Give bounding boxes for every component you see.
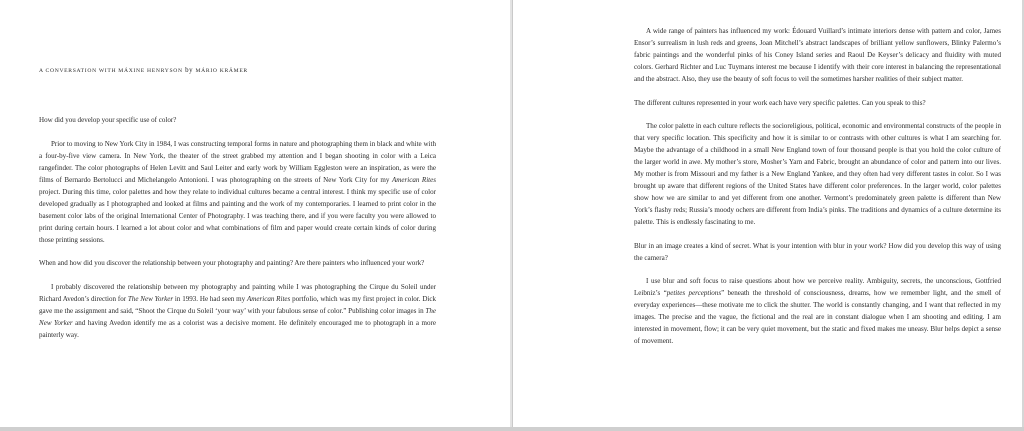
running-header (39, 67, 248, 74)
header-title: A CONVERSATION WITH MÁXINE HENRYSON (39, 68, 183, 74)
question-1: How did you develop your specific use of color? (39, 116, 177, 124)
header-by: by (185, 67, 194, 74)
answer-1: Prior to moving to New York City in 1984, I was constructing temporal forms in nature and photographing them in black and white with a four-by-five view camera. In New York, the theater of the street grabbed my attention and I began shooting in color with a Leica rangefinder. The color photographs of Helen Levitt and Saul Leiter and early work by William Eggleston were an inspiration, as were the films of Bernardo Bertolucci and Michelangelo Antonioni. I was photographing on the streets of New York City for my American Rites project. During this time, color palettes and how they relate to individual cultures became a central interest. I think my specific use of color developed gradually as I photographed and looked at films and painting and the work of my contemporaries. I learned to print color in the basement color labs of the original International Center of Photography. I was teaching there, and if you were faculty you were allowed to print during certain hours. I learned a lot about color and what combinations of film and paper would create certain kinds of color during those printing sessions. (39, 139, 436, 244)
title-american-rites: American Rites (246, 294, 291, 303)
question-2: When and how did you discover the relationship between your photography and painting? Are there painters who influenced your work? (39, 259, 425, 268)
phrase-petites-perceptions: petites perceptions (666, 289, 722, 298)
left-text-column (39, 114, 436, 341)
title-american-rites: American Rites (391, 175, 436, 184)
right-text-column (634, 25, 1001, 347)
header-author: MÁRIO KRÄMER (195, 68, 248, 74)
right-page (513, 0, 1022, 427)
left-page (0, 0, 510, 427)
question-4: Blur in an image creates a kind of secret. What is your intention with blur in your work? How did you develop this way of using the camera? (634, 241, 1001, 262)
answer-2: I probably discovered the relationship between my photography and painting while I was photographing the Cirque du Soleil under Richard Avedon’s direction for The New Yorker in 1993. He had seen my American Rites portfolio, which was my first project in color. Dick gave me the assignment and said, “Shoot the Cirque du Soleil ‘your way’ with your fabulous sense of color.” Publishing color images in The New Yorker and having Avedon identify me as a colorist was a decisive moment. He definitely encouraged me to photograph in a more painterly way. (39, 282, 437, 339)
question-3: The different cultures represented in your work each have very specific palettes. Can you speak to this? (634, 98, 926, 107)
answer-3: The color palette in each culture reflects the socioreligious, political, economic and environmental constructs of the people in that very specific location. This specificity and how it is similar to or contrasts with other cultures is what I am searching for. Maybe the advantage of a childhood in a small New England town of four thousand people is that you hold the color culture of the larger world in awe. My mother’s store, Mosher’s Yarn and Fabric, brought an abundance of color and pattern into our lives. My mother is from Missouri and my father is a New England Yankee, and they often had very different tastes in color. So I was brought up aware that different regions of the United States have different color preferences. In the larger world, color palettes show how we are similar to and yet different from one another. Vermont’s predominately green palette is different than New York’s flashy reds; Russia’s moody ochers are different from India’s pinks. The traditions and dynamics of a culture determine its palette. This is endlessly fascinating to me. (634, 122, 1001, 227)
page-bottom-edge (0, 427, 1024, 431)
answer-4: I use blur and soft focus to raise questions about how we perceive reality. Ambiguity, secrets, the unconscious, Gottfried Leibniz’s “petites perceptions” beneath the threshold of consciousness, dreams, how we remember light, and the smell of everyday experiences—these motivate me to click the shutter. The world is constantly changing, and I want that reflected in my images. The precise and the vague, the fictional and the real are in constant dialogue when I am shooting and editing. I am interested in movement, flow; it can be very quiet movement, but the static and fixed makes me uneasy. Blur helps depict a sense of movement. (634, 277, 1001, 346)
answer-2-continued: A wide range of painters has influenced my work: Édouard Vuillard’s intimate interiors dense with pattern and color, James Ensor’s surrealism in lush reds and greens, Joan Mitchell’s abstract landscapes of brilliant yellow sunflowers, Blinky Palermo’s fabric paintings and the wonderful pinks of his Coney Island series and Raoul De Keyser’s delicacy and fluidity with muted colors. Gerhard Richter and Luc Tuymans interest me because I identify with their core interest in balancing the representational and the abstract. Also, they use the beauty of soft focus to veil the sometimes harsher realities of their subject matter. (634, 27, 1001, 84)
title-new-yorker: The New Yorker (39, 306, 436, 327)
title-new-yorker: The New Yorker (127, 294, 174, 303)
